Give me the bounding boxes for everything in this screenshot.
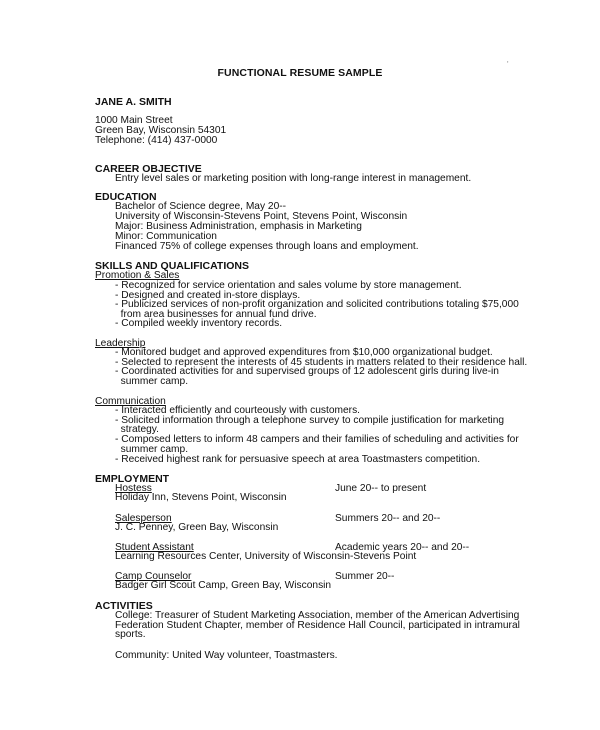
- job-employer: J. C. Penney, Green Bay, Wisconsin: [115, 522, 279, 533]
- career-objective-heading: CAREER OBJECTIVE: [95, 163, 202, 175]
- education-heading: EDUCATION: [95, 191, 157, 203]
- skills-communication-line: summer camp.: [115, 444, 189, 455]
- education-line: Minor: Communication: [115, 231, 217, 242]
- education-line: Bachelor of Science degree, May 20--: [115, 201, 287, 212]
- skills-leadership-label: Leadership: [95, 338, 146, 349]
- applicant-name: JANE A. SMITH: [95, 96, 172, 108]
- job-title: Camp Counselor: [115, 571, 192, 582]
- job-title: Hostess: [115, 483, 152, 494]
- skills-heading: SKILLS AND QUALIFICATIONS: [95, 260, 249, 272]
- activities-college-line: sports.: [115, 629, 146, 640]
- skills-communication-label: Communication: [95, 396, 166, 407]
- skills-leadership-line: summer camp.: [115, 376, 189, 387]
- activities-community: Community: United Way volunteer, Toastmasters.: [115, 650, 338, 661]
- skills-communication-line: strategy.: [115, 424, 159, 435]
- job-dates: Summer 20--: [335, 571, 395, 582]
- corner-mark: ': [507, 60, 509, 69]
- address-phone: Telephone: (414) 437-0000: [95, 135, 218, 146]
- job-dates: Academic years 20-- and 20--: [335, 542, 470, 553]
- skills-promotion-line: - Designed and created in-store displays.: [115, 290, 301, 301]
- skills-communication-line: - Received highest rank for persuasive speech at area Toastmasters competition.: [115, 454, 481, 465]
- job-title: Student Assistant: [115, 542, 194, 553]
- job-employer: Learning Resources Center, University of Wisconsin-Stevens Point: [115, 551, 417, 562]
- skills-communication-line: - Interacted efficiently and courteously with customers.: [115, 405, 360, 416]
- education-line: University of Wisconsin-Stevens Point, Stevens Point, Wisconsin: [115, 211, 408, 222]
- skills-communication-line: - Solicited information through a telephone survey to compile justification for marketing: [115, 415, 505, 426]
- address-city: Green Bay, Wisconsin 54301: [95, 125, 227, 136]
- skills-leadership-line: - Monitored budget and approved expenditures from $10,000 organizational budget.: [115, 347, 493, 358]
- skills-promotion-line: from area businesses for annual fund drive.: [115, 309, 317, 320]
- address-street: 1000 Main Street: [95, 115, 173, 126]
- skills-promotion-line: - Publicized services of non-profit organization and solicited contributions totaling $75,000: [115, 299, 519, 310]
- skills-communication-line: - Composed letters to inform 48 campers and their families of scheduling and activities for: [115, 434, 519, 445]
- job-employer: Badger Girl Scout Camp, Green Bay, Wisconsin: [115, 580, 332, 591]
- document-title: FUNCTIONAL RESUME SAMPLE: [217, 67, 383, 79]
- employment-heading: EMPLOYMENT: [95, 473, 170, 485]
- skills-leadership-line: - Selected to represent the interests of 45 students in matters related to their residence hall.: [115, 357, 528, 368]
- career-objective-text: Entry level sales or marketing position with long-range interest in management.: [115, 173, 472, 184]
- skills-promotion-line: - Recognized for service orientation and sales volume by store management.: [115, 280, 462, 291]
- skills-promotion-label: Promotion & Sales: [95, 270, 180, 281]
- job-title: Salesperson: [115, 513, 172, 524]
- activities-college-line: College: Treasurer of Student Marketing Association, member of the American Advertising: [115, 610, 520, 621]
- activities-heading: ACTIVITIES: [95, 600, 153, 612]
- education-line: Financed 75% of college expenses through loans and employment.: [115, 241, 419, 252]
- job-dates: June 20-- to present: [335, 483, 427, 494]
- activities-college-line: Federation Student Chapter, member of Residence Hall Council, participated in intramural: [115, 620, 520, 631]
- job-employer: Holiday Inn, Stevens Point, Wisconsin: [115, 492, 287, 503]
- skills-promotion-line: - Compiled weekly inventory records.: [115, 318, 283, 329]
- education-line: Major: Business Administration, emphasis in Marketing: [115, 221, 362, 232]
- skills-leadership-line: - Coordinated activities for and supervised groups of 12 adolescent girls during live-in: [115, 366, 499, 377]
- job-dates: Summers 20-- and 20--: [335, 513, 441, 524]
